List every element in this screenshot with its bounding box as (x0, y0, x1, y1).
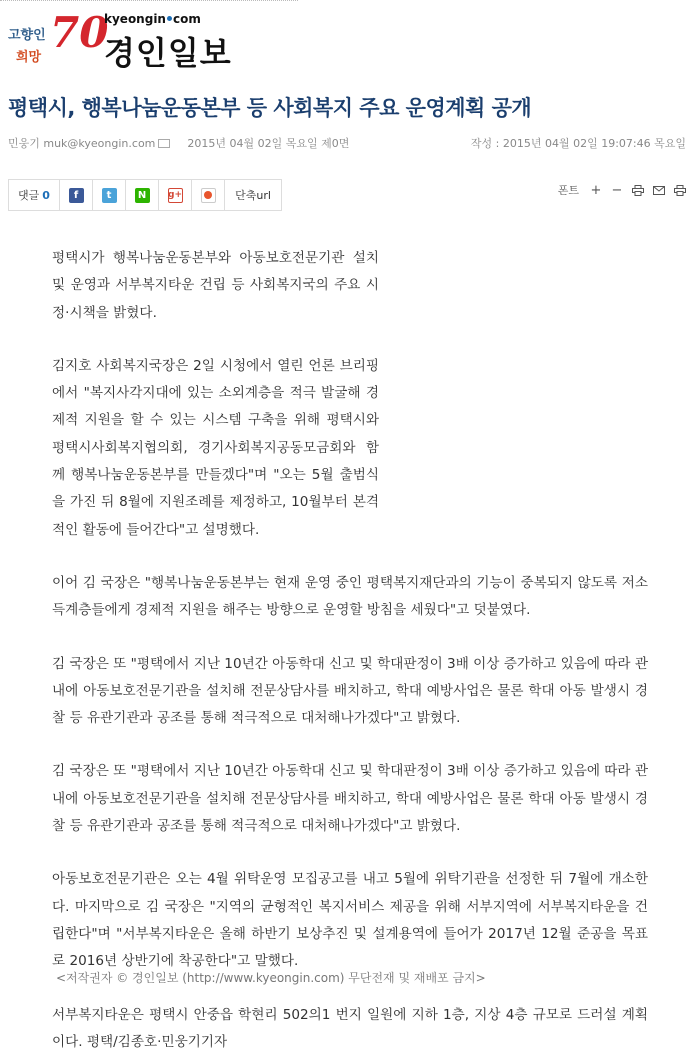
article-paragraph-7: 서부복지타운은 평택시 안중읍 학현리 502의1 번지 일원에 지하 1층, 지상 4층 규모로 드러설 계획이다. 평택/김종호·민웅기기자 (52, 1006, 648, 1050)
comment-count: 0 (42, 188, 50, 202)
article-paragraph-4: 김 국장은 또 "평택에서 지난 10년간 아동학대 신고 및 학대판정이 3배 이상 증가하고 있음에 따라 관내에 아동보호전문기관을 설치해 전문상담사를 배치하고, 학대 예방사업은 물론 학대 아동 발생시 경찰 등 유관기관과 공조를 통해 적극적으로 대처해나가겠다"고 밝혔다. (52, 655, 649, 727)
site-url-right: com (172, 12, 201, 26)
other-share-icon (201, 188, 216, 203)
article-paragraph-1: 평택시가 행복나눔운동본부와 아동보호전문기관 설치 및 운영과 서부복지타운 건립 등 사회복지국의 주요 시정·시책을 밝혔다. (52, 250, 379, 321)
article-paragraph-2: 김지호 사회복지국장은 2일 시청에서 열린 언론 브리핑에서 "복지사각지대에 있는 소외계층을 적극 발굴해 경제적 지원을 할 수 있는 시스템 구축을 위해 평택시와 평택시사회복지협의회, 경기사회복지공동모금회와 함께 행복나눔운동본부를 만들겠다"며 "오는 5월 출범식을 가진 뒤 8월에 지원조례를 제정하고, 10월부터 본격적인 활동에 들어간다"고 설명했다. (52, 357, 379, 538)
email-share-icon[interactable] (653, 184, 665, 196)
facebook-share-button[interactable] (60, 180, 93, 210)
short-url-button[interactable]: 단축url (235, 189, 271, 202)
comment-button[interactable] (9, 180, 60, 210)
print-icon[interactable] (632, 184, 644, 196)
top-divider (0, 0, 298, 1)
article-paragraph-5: 김 국장은 또 "평택에서 지난 10년간 아동학대 신고 및 학대판정이 3배 이상 증가하고 있음에 따라 관내에 아동보호전문기관을 설치해 전문상담사를 배치하고, 학대 예방사업은 물론 학대 아동 발생시 경찰 등 유관기관과 공조를 통해 적극적으로 대처해나가겠다"고 밝혔다. (52, 763, 649, 835)
naver-share-button[interactable] (126, 180, 159, 210)
created-timestamp: 작성 : 2015년 04월 02일 19:07:46 목요일 (470, 137, 686, 150)
masthead[interactable] (8, 8, 298, 70)
twitter-icon: t (102, 188, 117, 203)
naver-icon: N (135, 188, 150, 203)
url-dot-icon (167, 16, 172, 21)
font-increase-icon[interactable]: + (590, 182, 602, 198)
copyright-notice: <저작권자 © 경인일보 (http://www.kyeongin.com) 무단전재 및 재배포 금지> (56, 971, 486, 985)
byline (8, 135, 349, 151)
font-size-label: 폰트 (557, 184, 579, 197)
article-tools (558, 182, 686, 198)
google-plus-icon: g+ (168, 188, 183, 203)
article-body (52, 245, 648, 1056)
article-headline: 평택시, 행복나눔운동본부 등 사회복지 주요 운영계획 공개 (8, 96, 532, 120)
anniversary-logo (8, 8, 109, 68)
anniversary-text-1: 고향인 (8, 28, 46, 43)
site-logo-name[interactable]: 경인일보 (104, 34, 232, 72)
author[interactable]: 민웅기 muk@kyeongin.com (8, 137, 156, 150)
share-toolbar (8, 179, 282, 211)
font-decrease-icon[interactable]: − (611, 182, 623, 198)
comment-label: 댓글 (18, 189, 40, 202)
twitter-share-button[interactable] (93, 180, 126, 210)
anniversary-number: 70 (50, 8, 109, 57)
article-paragraph-6: 아동보호전문기관은 오는 4월 위탁운영 모집공고를 내고 5월에 위탁기관을 선정한 뒤 7월에 개소한다. 마지막으로 김 국장은 "지역의 균형적인 복지서비스 제공을 위해 서부지역에 서부복지타운을 건립한다"며 "서부복지타운은 올해 하반기 보상추진 및 설계용역에 들어가 2017년 12월 준공을 목표로 2016년 상반기에 착공한다"고 말했다. (52, 871, 648, 970)
anniversary-text-2: 희망 (16, 50, 42, 65)
article-paragraph-3: 이어 김 국장은 "행복나눔운동본부는 현재 운영 중인 평택복지재단과의 기능이 중복되지 않도록 저소득계층들에게 경제적 지원을 해주는 방향으로 운영할 방침을 세웠다"고 덧붙였다. (52, 574, 648, 619)
google-plus-share-button[interactable] (159, 180, 192, 210)
other-share-button[interactable] (192, 180, 225, 210)
facebook-icon: f (69, 188, 84, 203)
email-icon[interactable] (158, 139, 170, 148)
published-date: 2015년 04월 02일 목요일 제0면 (187, 137, 350, 150)
site-url[interactable] (104, 12, 201, 26)
print-preview-icon[interactable] (674, 184, 686, 196)
site-url-left: kyeongin (104, 12, 166, 26)
